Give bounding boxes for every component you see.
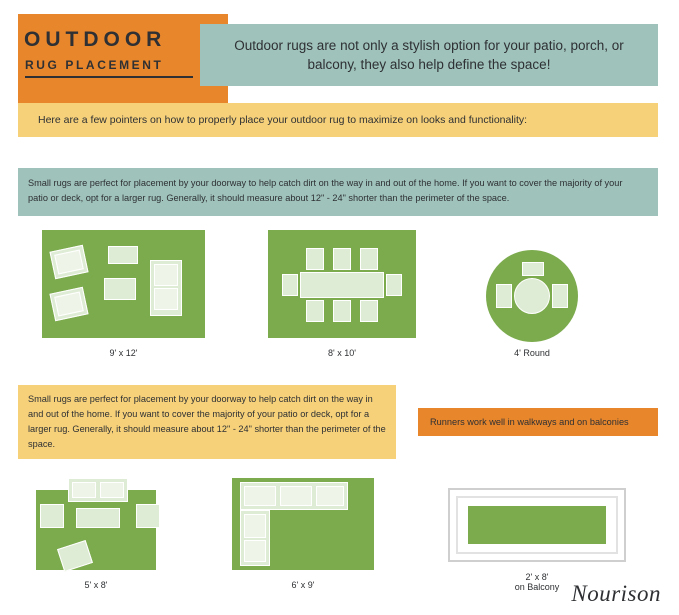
furniture-5x8-sofa-cushion-2 (100, 482, 124, 498)
caption-2x8: 2' x 8' (525, 572, 549, 582)
header-teal-banner-text: Outdoor rugs are not only a stylish option for your patio, porch, or balcony, they also help define the space! (234, 38, 624, 72)
furniture-sectional-cushion-1 (244, 486, 276, 506)
furniture-dining-chair-bottom-2 (333, 300, 351, 322)
furniture-dining-chair-top-2 (333, 248, 351, 270)
furniture-round-chair-top (522, 262, 544, 276)
caption-8x10: 8' x 10' (328, 348, 356, 358)
header-yellow-banner-text: Here are a few pointers on how to properly place your outdoor rug to maximize on looks and functionality: (38, 114, 528, 126)
furniture-sectional-cushion-2 (280, 486, 312, 506)
furniture-dining-chair-bottom-3 (360, 300, 378, 322)
furniture-dining-chair-top-3 (360, 248, 378, 270)
furniture-5x8-coffee-table (76, 508, 120, 528)
header-yellow-banner (18, 103, 658, 137)
furniture-dining-table (300, 272, 384, 298)
furniture-5x8-chair-right (136, 504, 160, 528)
furniture-round-chair-left (496, 284, 512, 308)
rug-shape-5x8 (36, 490, 156, 570)
page-title: OUTDOOR (24, 28, 167, 51)
furniture-sectional-cushion-3 (316, 486, 344, 506)
furniture-side-table (108, 246, 138, 264)
rug-shape-runner (468, 506, 606, 544)
furniture-sofa-cushion-2 (154, 288, 178, 310)
furniture-dining-chair-left (282, 274, 298, 296)
header-teal-banner (200, 24, 658, 86)
title-divider (25, 76, 193, 78)
brand-logo: Nourison (571, 581, 661, 606)
section2-orange-band (418, 408, 658, 436)
furniture-5x8-chair-left (40, 504, 64, 528)
caption-2x8-sub: on Balcony (514, 582, 560, 592)
caption-6x9: 6' x 9' (291, 580, 315, 590)
section1-band-text: Small rugs are perfect for placement by your doorway to help catch dirt on the way in and out of the home. If you want to cover the majority of your patio or deck, opt for a larger rug. Generally, it should measure about 12" - 24" shorter than the perimeter of the space. (28, 178, 623, 203)
furniture-sofa-cushion-1 (154, 264, 178, 286)
caption-5x8: 5' x 8' (84, 580, 108, 590)
furniture-dining-chair-right (386, 274, 402, 296)
caption-4-round: 4' Round (514, 348, 550, 358)
furniture-sectional-cushion-4 (244, 514, 266, 538)
page-subtitle: RUG PLACEMENT (25, 58, 164, 72)
section2-yellow-band-text: Small rugs are perfect for placement by your doorway to help catch dirt on the way in and out of the home. If you want to cover the majority of your patio or deck, opt for a larger rug. Generally, it should measure about 12" - 24" shorter than the perimeter of the space. (28, 394, 386, 449)
furniture-dining-chair-bottom-1 (306, 300, 324, 322)
furniture-sectional-cushion-5 (244, 540, 266, 562)
section2-orange-band-text: Runners work well in walkways and on balconies (430, 417, 629, 427)
furniture-5x8-sofa-cushion-1 (72, 482, 96, 498)
caption-9x12: 9' x 12' (109, 348, 138, 358)
furniture-round-table (514, 278, 550, 314)
furniture-round-chair-right (552, 284, 568, 308)
furniture-dining-chair-top-1 (306, 248, 324, 270)
furniture-coffee-table (104, 278, 136, 300)
